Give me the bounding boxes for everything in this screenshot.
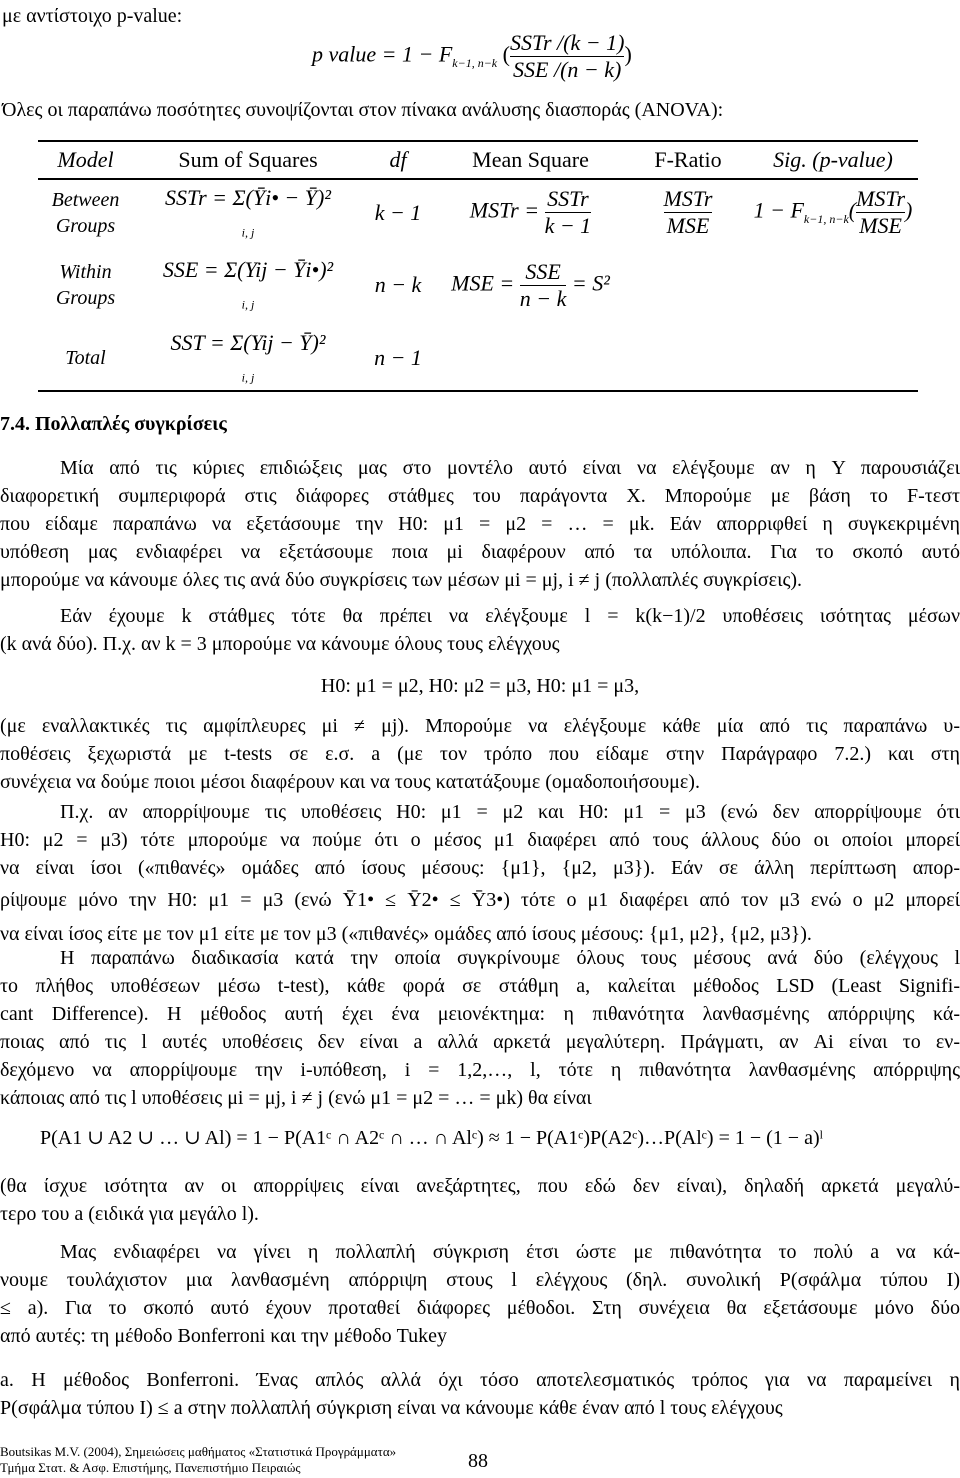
para5-line: κάποιας από τις l υποθέσεις μi = μj, i ≠ j (ενώ μ1 = μ2 = … = μk) θα είναι bbox=[0, 1087, 592, 1109]
ms-within: MSE = $\frac{\text{SSE}}{n - k}$ = S² bbox=[451, 258, 610, 311]
df-total: n − 1 bbox=[374, 344, 422, 370]
intro-line: με αντίστοιχο p-value: bbox=[2, 5, 183, 27]
probability-formula: P(A1 ∪ A2 ∪ … ∪ Al) = 1 − P(A1ᶜ ∩ A2ᶜ ∩ … ∩ Alᶜ) ≈ 1 − P(A1ᶜ)P(A2ᶜ)…P(Alᶜ) = 1 − (1 − a)ˡ bbox=[40, 1127, 823, 1149]
header-df: df bbox=[363, 141, 433, 179]
para7-line: νουμε τουλάχιστον μια λανθασμένη απόρριψη στους l ελέγχους (δηλ. συνολική P(σφάλμα τύπου I) bbox=[0, 1269, 960, 1291]
para1-line: διαφορετική συμπεριφορά στις διάφορες στάθμες του παράγοντα X. Μπορούμε με βάση το F-τεστ bbox=[0, 485, 960, 507]
table-row bbox=[38, 245, 918, 325]
para8-line: P(σφάλμα τύπου I) ≤ a στην πολλαπλή σύγκριση είναι να κάνουμε κάθε έναν από l τους ελέγχους bbox=[0, 1397, 783, 1419]
para1-line: υπόθεση μας ενδιαφέρει να εξετάσουμε ποια μi διαφέρουν από τα υπόλοιπα. Για το σκοπό αυτό bbox=[0, 541, 960, 563]
row-label-between: Between Groups bbox=[51, 188, 120, 237]
para2-line: Εάν έχουμε k στάθμες τότε θα πρέπει να ελέγξουμε l = k(k−1)/2 υποθέσεις ισότητας μέσων bbox=[60, 605, 960, 627]
para5-line: ποιας από τις l αυτές υποθέσεις δεν είναι a αλλά αρκετά μεγαλύτερη. Πράγματι, αν Ai είναι το εν- bbox=[0, 1031, 960, 1053]
hypotheses-line: H0: μ1 = μ2, H0: μ2 = μ3, H0: μ1 = μ3, bbox=[320, 675, 640, 697]
para6-line: τερο του a (ειδικά για μεγάλο l). bbox=[0, 1203, 259, 1225]
anova-header-row bbox=[38, 141, 918, 179]
para5-line: το πλήθος υποθέσεων μέσω t-test), κάθε φορά σε στάθμη a, καλείται μέθοδος LSD (Least Signifi- bbox=[0, 975, 960, 997]
header-f-ratio: F-Ratio bbox=[628, 141, 748, 179]
table-row bbox=[38, 179, 918, 245]
para6-line: (θα ίσχυε ισότητα αν οι απορρίψεις είναι ανεξάρτητες, που εδώ δεν είναι), δηλαδή αρκετά μεγαλύ- bbox=[0, 1175, 960, 1197]
para7-line: Μας ενδιαφέρει να γίνει η πολλαπλή σύγκριση έτσι ώστε με πιθανότητα το πολύ a να κά- bbox=[60, 1241, 960, 1263]
header-sum-of-squares: Sum of Squares bbox=[133, 141, 363, 179]
df-between: k − 1 bbox=[374, 199, 422, 225]
ss-between: SSTr = Σ(Ȳi• − Ȳ)² $_{i, j}$ bbox=[165, 184, 331, 240]
row-label-total: Total bbox=[65, 346, 106, 369]
ms-between: MSTr = $\frac{\text{SSTr}}{k - 1}$ bbox=[469, 186, 592, 238]
header-mean-square: Mean Square bbox=[433, 141, 628, 179]
header-sig: Sig. (p-value) bbox=[748, 141, 918, 179]
f-ratio: $\frac{\text{MSTr}}{\text{MSE}}$ bbox=[663, 186, 713, 238]
para1-line: μπορούμε να κάνουμε όλες τις ανά δύο συγκρίσεις των μέσων μi = μj, i ≠ j (πολλαπλές συγκρίσεις). bbox=[0, 569, 803, 591]
para1-line: Μία από τις κύριες επιδιώξεις μας στο μοντέλο αυτό είναι να ελέγξουμε αν η Y παρουσιάζει bbox=[60, 457, 960, 479]
para7-line: ≤ a). Για το σκοπό αυτό έχουν προταθεί διάφορες μέθοδοι. Στη συνέχεια θα εξετάσουμε μόνο δύο bbox=[0, 1297, 960, 1319]
para8-line: a. Η μέθοδος Bonferroni. Ένας απλός αλλά όχι τόσο αποτελεσματικός τρόπος για να παραμείνει η bbox=[0, 1369, 960, 1391]
para3-line: συνέχεια να δούμε ποιοι μέσοι διαφέρουν και να τους κατατάξουμε (ομαδοποιήσουμε). bbox=[0, 771, 700, 793]
para3-line: (με εναλλακτικές τις αμφίπλευρες μi ≠ μj). Μπορούμε να ελέγξουμε κάθε μία από τις παραπάνω υ- bbox=[0, 715, 960, 737]
row-label-within: Within Groups bbox=[55, 261, 116, 309]
para5-line: δεχόμενο να απορρίψουμε την i-υπόθεση, i = 1,2,…, l, τότε η πιθανότητα λανθασμένης απόρριψης bbox=[0, 1059, 960, 1081]
para4-line: ρίψουμε μόνο την H0: μ1 = μ3 (ενώ Ȳ1• ≤ Ȳ2• ≤ Ȳ3•) τότε ο μ1 διαφέρει από τον μ3 ενώ ο μ2 μπορεί bbox=[0, 889, 960, 911]
para5-line: cant Difference). Η μέθοδος αυτή έχει ένα μειονέκτημα: η πιθανότητα λανθασμένης απόρριψης κά- bbox=[0, 1003, 960, 1025]
footer-citation: Boutsikas M.V. (2004), Σημειώσεις μαθήματος «Στατιστικά Προγράμματα» bbox=[0, 1444, 397, 1459]
footer-department: Τμήμα Στατ. & Ασφ. Επιστήμης, Πανεπιστήμιο Πειραιώς bbox=[0, 1460, 301, 1475]
para1-line: που είδαμε παραπάνω να εξετάσουμε την H0: μ1 = μ2 = … = μk. Εάν απορριφθεί η συγκεκριμένη bbox=[0, 513, 960, 535]
anova-intro: Όλες οι παραπάνω ποσότητες συνοψίζονται στον πίνακα ανάλυσης διασποράς (ANOVA): bbox=[2, 99, 724, 121]
df-within: n − k bbox=[374, 272, 422, 297]
para4-line: να είναι ίσος είτε με τον μ1 είτε με τον μ3 («πιθανές» ομάδες από ίσους μέσους: {μ1, μ2}, {μ2, μ3}). bbox=[0, 923, 812, 945]
ss-within: SSE = Σ(Yij − Ȳi•)² $_{i, j}$ bbox=[162, 257, 334, 312]
para3-line: ποθέσεις ξεχωριστά με t-tests σε ε.σ. a (με τον τρόπο που είδαμε στην Παράγραφο 7.2.) και στη bbox=[0, 743, 960, 765]
para2-line: (k ανά δύο). Π.χ. αν k = 3 μπορούμε να κάνουμε όλους τους ελέγχους bbox=[0, 633, 560, 655]
para4-line: H0: μ2 = μ3) τότε μπορούμε να πούμε ότι ο μέσος μ1 διαφέρει από τους άλλους δύο οι οποίοι μπορεί bbox=[0, 829, 960, 851]
para4-line: Π.χ. αν απορρίψουμε τις υποθέσεις H0: μ1 = μ2 και H0: μ1 = μ3 (ενώ δεν απορρίψουμε ότι bbox=[60, 801, 960, 823]
para5-line: Η παραπάνω διαδικασία κατά την οποία συγκρίνουμε όλους τους μέσους ανά δύο (ελέγχους l bbox=[60, 947, 960, 969]
para7-line: από αυτές: τη μέθοδο Bonferroni και την μέθοδο Tukey bbox=[0, 1325, 448, 1347]
pvalue-formula: p value = $1 - F_{k-1, n-k}$ ( $\frac{\text{SSTr /(k − 1)}}{\text{SSE /(n − k)}}$ ) bbox=[312, 30, 632, 82]
para4-line: να είναι ίσοι («πιθανές» ομάδες από ίσους μέσους: {μ1}, {μ2, μ3}). Εάν σε άλλη περίπτωση απορ- bbox=[0, 857, 960, 879]
table-row bbox=[38, 325, 918, 391]
page-number: 88 bbox=[468, 1450, 488, 1472]
section-title: 7.4. Πολλαπλές συγκρίσεις bbox=[0, 413, 227, 435]
ss-total: SST = Σ(Yij − Ȳ)² $_{i, j}$ bbox=[170, 329, 326, 385]
header-model: Model bbox=[38, 141, 133, 179]
p-value-cell: $1 - F_{k-1, n-k}$( $\frac{\text{MSTr}}{\text{MSE}}$ ) bbox=[753, 186, 913, 238]
anova-table bbox=[38, 140, 918, 392]
